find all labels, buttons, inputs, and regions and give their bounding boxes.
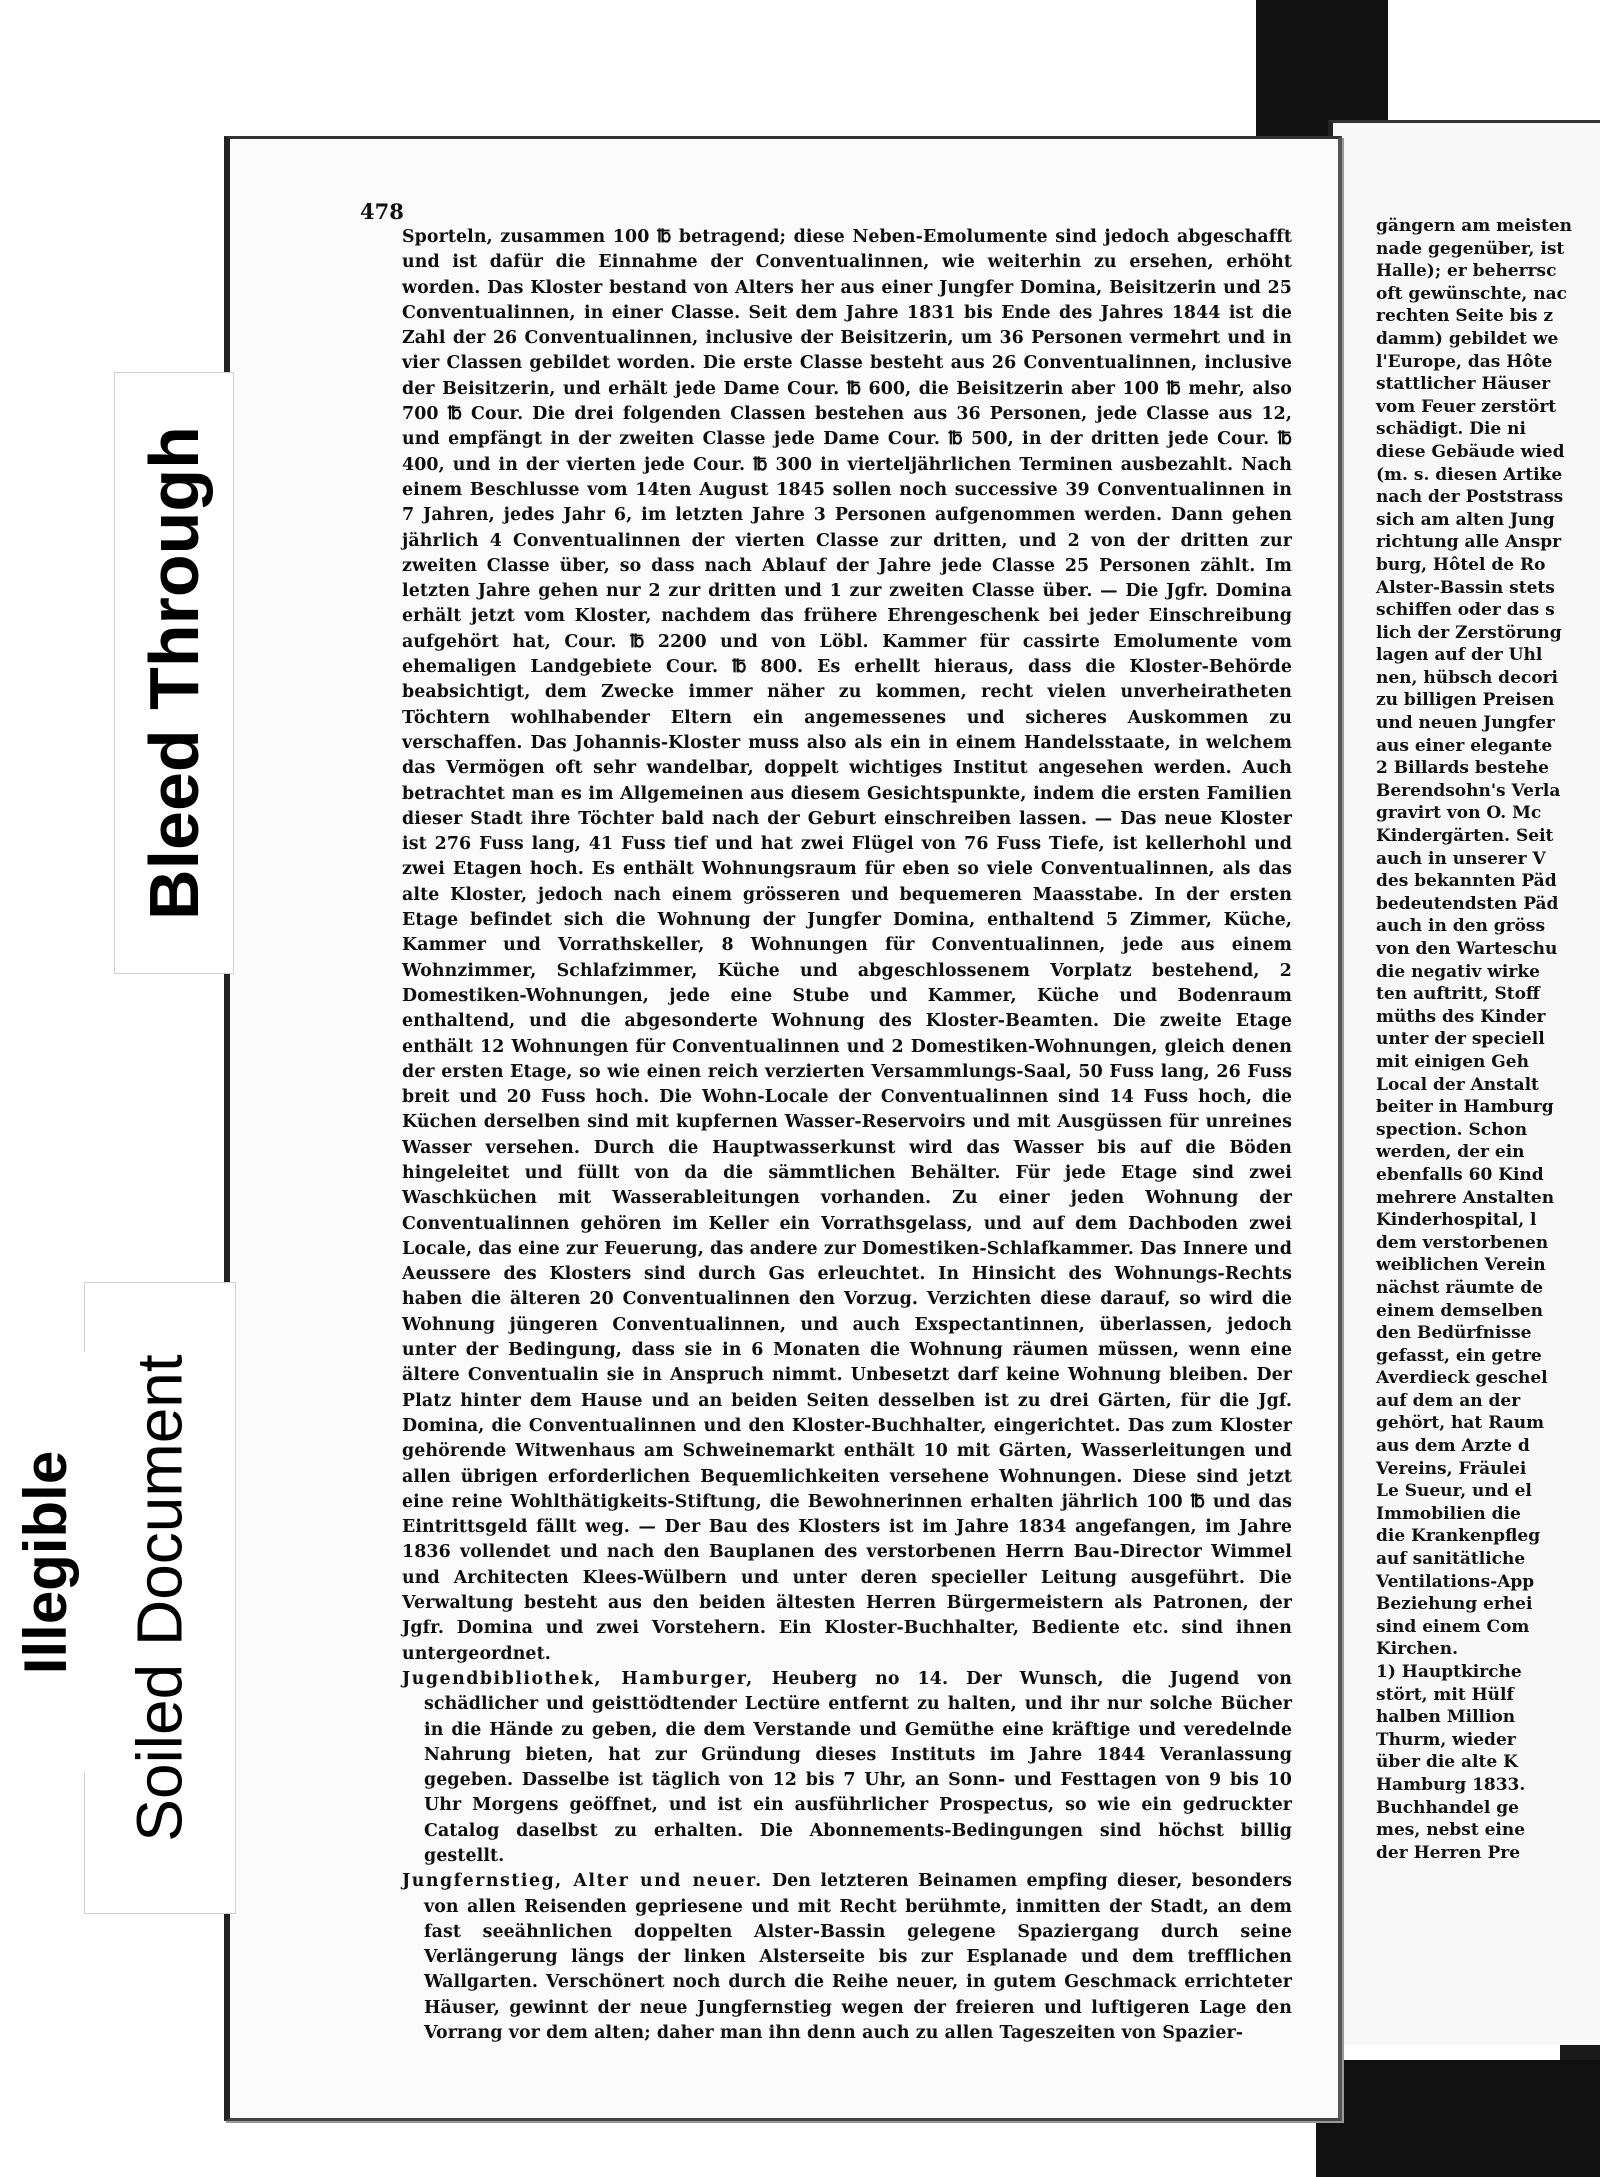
soiled-document-label: Soiled Document	[84, 1282, 236, 1914]
right-page-line: aus dem Arzte d	[1376, 1436, 1530, 1457]
right-page-line: Halle); er beherrsc	[1376, 261, 1557, 282]
right-page-line: gefasst, ein getre	[1376, 1345, 1542, 1366]
right-page-line: Kinderhospital, l	[1376, 1210, 1537, 1231]
right-page	[1328, 120, 1600, 2045]
right-page-line: des bekannten Päd	[1376, 871, 1557, 892]
right-page-line: mehrere Anstalten	[1376, 1187, 1555, 1208]
right-page-line: von den Warteschu	[1376, 939, 1558, 959]
entry-jugendbibliothek	[402, 1667, 1292, 1869]
right-page-line: lich der Zerstörung	[1376, 622, 1562, 643]
right-page-line: Averdieck geschel	[1376, 1368, 1548, 1389]
right-page-line: bedeutendsten Päd	[1376, 893, 1559, 914]
right-page-line: richtung alle Anspr	[1376, 532, 1562, 553]
right-page-line: mit einigen Geh	[1376, 1051, 1529, 1072]
right-page-line: vom Feuer zerstört	[1376, 396, 1557, 417]
right-page-line: rechten Seite bis z	[1376, 306, 1554, 327]
entry-text: Den letzteren Beinamen empfing dieser, besonders von allen Reisenden gepriesene und mit Recht berühmte, inmitten der Stadt, an dem fast seeähnlichen doppelten Alster-Bassin gelegene Spaziergang durch seine Verlängerung längs der linken Alsterseite bis zur Esplanade und dem trefflichen Wallgarten. Verschönert noch durch die Reihe neuer, in gutem Geschmack errichteter Häuser, gewinnt der neue Jungfernstieg wegen der freieren und luftigeren Lage den Vorrang vor dem alten; daher man ihn denn auch zu allen Tageszeiten von Spazier-	[424, 1871, 1293, 2044]
right-page-line: Immobilien die	[1376, 1503, 1521, 1524]
right-page-line: stattlicher Häuser	[1376, 374, 1551, 395]
right-page-line: lagen auf der Uhl	[1376, 645, 1543, 666]
right-page-line: auf dem an der	[1376, 1390, 1521, 1411]
left-page	[224, 136, 1342, 2121]
right-page-line: auf sanitätliche	[1376, 1549, 1526, 1570]
right-page-line: sind einem Com	[1376, 1616, 1530, 1637]
right-page-line: der Herren Pre	[1376, 1842, 1521, 1863]
entry-jungfernstieg	[402, 1869, 1292, 2046]
right-page-line: nen, hübsch decori	[1376, 667, 1558, 688]
right-page-line: mes, nebst eine	[1376, 1820, 1526, 1841]
right-page-line: damm) gebildet we	[1376, 328, 1559, 349]
right-page-line: 2 Billards bestehe	[1376, 758, 1549, 779]
right-page-line: Vereins, Fräulei	[1376, 1458, 1527, 1479]
right-page-line: (m. s. diesen Artike	[1376, 464, 1563, 485]
right-page-line: Alster-Bassin stets	[1376, 577, 1555, 598]
right-page-line: über die alte K	[1376, 1752, 1518, 1773]
right-page-line: aus einer elegante	[1376, 735, 1553, 756]
right-page-line: Ventilations-App	[1376, 1571, 1535, 1592]
right-page-line: nächst räumte de	[1376, 1277, 1544, 1298]
right-page-line: Local der Anstalt	[1376, 1074, 1539, 1095]
right-page-line: Kindergärten. Seit	[1376, 826, 1554, 847]
right-page-line: sich am alten Jung	[1376, 509, 1555, 530]
right-page-line: diese Gebäude wied	[1376, 441, 1565, 462]
right-page-line: Hamburg 1833.	[1376, 1774, 1526, 1795]
right-page-line: Beziehung erhei	[1376, 1594, 1533, 1615]
right-page-line: gehört, hat Raum	[1376, 1413, 1545, 1434]
entry-text: Heuberg no 14. Der Wunsch, die Jugend von schädlicher und geisttödtender Lectüre entfernt zu halten, und ihr nur solche Bücher in die Hände zu geben, die dem Verstande und Gemüthe eine kräftige und veredelnde Nahrung bieten, hat zur Gründung dieses Instituts im Jahre 1844 Veranlassung gegeben. Dasselbe ist täglich von 12 bis 7 Uhr, an Sonn- und Festtagen von 9 bis 10 Uhr Morgens geöffnet, und ist ein ausführlicher Prospectus, so wie ein gedruckter Catalog daselbst zu erhalten. Die Abonnements-Bedingungen sind höchst billig gestellt.	[424, 1668, 1293, 1866]
right-page-line: l'Europe, das Hôte	[1376, 351, 1553, 372]
right-page-line: 1) Hauptkirche	[1376, 1662, 1522, 1682]
right-page-line: halben Million	[1376, 1707, 1516, 1728]
right-page-line: nach der Poststrass	[1376, 487, 1564, 508]
right-page-line: die Krankenpfleg	[1376, 1526, 1541, 1547]
entry-heading: Jungfernstieg, Alter und neuer.	[402, 1871, 763, 1892]
right-page-line: auch in den gröss	[1376, 916, 1546, 937]
right-page-line: einem demselben	[1376, 1300, 1543, 1321]
scanner-edge-bottom	[1316, 2060, 1600, 2177]
right-page-line: beiter in Hamburg	[1376, 1097, 1554, 1118]
right-page-line: Berendsohn's Verla	[1376, 780, 1561, 801]
right-page-line: Thurm, wieder	[1376, 1729, 1516, 1750]
right-page-line: spection. Schon	[1376, 1119, 1528, 1140]
right-page-line: werden, der ein	[1376, 1142, 1525, 1163]
bleed-through-label: Bleed Through	[114, 372, 234, 974]
right-page-line: oft gewünschte, nac	[1376, 283, 1567, 304]
opening-paragraph: Sporteln, zusammen 100 ℔ betragend; diese Neben-Emolumente sind jedoch abgeschafft und ist dafür die Einnahme der Conventualinnen, wie weiterhin zu ersehen, erhöht worden. Das Kloster bestand von Alters her aus einer Jungfer Domina, Beisitzerin und 25 Conventualinnen, in einer Classe. Seit dem Jahre 1831 bis Ende des Jahres 1844 ist die Zahl der 26 Conventualinnen, inclusive der Beisitzerin, um 36 Personen vermehrt und in vier Classen gebildet worden. Die erste Classe besteht aus 26 Conventualinnen, inclusive der Beisitzerin, und erhält jede Dame Cour. ℔ 600, die Beisitzerin aber 100 ℔ mehr, also 700 ℔ Cour. Die drei folgenden Classen bestehen aus 36 Personen, jede Classe aus 12, und empfängt in der zweiten Classe jede Dame Cour. ℔ 500, in der dritten jede Cour. ℔ 400, und in der vierten jede Cour. ℔ 300 in vierteljährlichen Terminen ausbezahlt. Nach einem Beschlusse vom 14ten August 1845 sollen noch successive 39 Conventualinnen in 7 Jahren, jedes Jahr 6, im letzten Jahre 3 Personen aufgenommen werden. Dann gehen jährlich 4 Conventualinnen der vierten Classe zur dritten, und 2 von der dritten zur zweiten Classe über, so dass nach Ablauf der Jahre jede Classe 25 Personen zählt. Im letzten Jahre gehen nur 2 zur dritten und 1 zur zweiten Classe über. — Die Jgfr. Domina erhält jetzt vom Kloster, nachdem das frühere Ehrengeschenk bei jeder Einschreibung aufgehört hat, Cour. ℔ 2200 und von Löbl. Kammer für cassirte Emolumente vom ehemaligen Landgebiete Cour. ℔ 800. Es erhellt hieraus, dass die Kloster-Behörde beabsichtigt, dem Zwecke immer näher zu kommen, recht vielen unverheiratheten Töchtern wohlhabender Eltern ein angemessenes und sicheres Auskommen zu verschaffen. Das Johannis-Kloster muss also als ein in einem Handelsstaate, in welchem das Vermögen oft sehr wandelbar, doppelt wichtiges Institut angesehen werden. Auch betrachtet man es im Allgemeinen aus diesem Gesichtspunkte, indem die ersten Familien dieser Stadt ihre Töchter bald nach der Geburt einschreiben lassen. — Das neue Kloster ist 276 Fuss lang, 41 Fuss tief und hat zwei Flügel von 76 Fuss Tiefe, ist kellerhohl und zwei Etagen hoch. Es enthält Wohnungsraum für eben so viele Conventualinnen, als das alte Kloster, jedoch nach einem grösseren und bequemeren Maasstabe. In der ersten Etage befindet sich die Wohnung der Jungfer Domina, enthaltend 5 Zimmer, Küche, Kammer und Vorrathskeller, 8 Wohnungen für Conventualinnen, jede aus einem Wohnzimmer, Schlafzimmer, Küche und abgeschlossenem Vorplatz bestehend, 2 Domestiken-Wohnungen, jede eine Stube und Kammer, Küche und Bodenraum enthaltend, und die abgesonderte Wohnung des Kloster-Beamten. Die zweite Etage enthält 12 Wohnungen für Conventualinnen und 2 Domestiken-Wohnungen, gleich denen der ersten Etage, so wie einen reich verzierten Versammlungs-Saal, 50 Fuss lang, 26 Fuss breit und 20 Fuss hoch. Die Wohn-Locale der Conventualinnen sind 14 Fuss hoch, die Küchen derselben sind mit kupfernen Wasser-Reservoirs und mit Ausgüssen für unreines Wasser versehen. Durch die Hauptwasserkunst wird das Wasser bis auf die Böden hingeleitet und füllt von da die sämmtlichen Behälter. Für jede Etage sind zwei Waschküchen mit Wasserableitungen vorhanden. Zu einer jeden Wohnung der Conventualinnen gehören im Keller ein Vorrathsgelass, und auf dem Dachboden zwei Locale, das eine zur Feuerung, das andere zur Domestiken-Schlafkammer. Das Innere und Aeussere des Klosters sind durch Gas erleuchtet. In Hinsicht des Wohnungs-Rechts haben die älteren 20 Conventualinnen den Vorzug. Verzichten diese darauf, so wird die Wohnung jüngeren Conventualinnen, und auch Exspectantinnen, überlassen, jedoch unter der Bedingung, dass sie in 6 Monaten die Wohnung räumen müssen, wenn eine ältere Conventualin sie in Anspruch nimmt. Unbesetzt darf keine Wohnung bleiben. Der Platz hinter dem Hause und an beiden Seiten desselben ist zu drei Gärten, für die Jgf. Domina, die Conventualinnen und den Kloster-Buchhalter, eingerichtet. Das zum Kloster gehörende Witwenhaus am Schweinemarkt enthält 10 mit Gärten, Wasserleitungen und allen übrigen erforderlichen Bequemlichkeiten versehene Wohnungen. Diese sind jetzt eine reine Wohlthätigkeits-Stiftung, die Bewohnerinnen erhalten jährlich 100 ℔ und das Eintrittsgeld fällt weg. — Der Bau des Klosters ist im Jahre 1834 angefangen, im Jahre 1836 vollendet und nach den Bauplanen des verstorbenen Herrn Bau-Director Wimmel und Architecten Klees-Wülbern und unter deren specieller Leitung ausgeführt. Die Verwaltung besteht aus den beiden ältesten Herren Bürgermeistern als Patronen, der Jgfr. Domina und zwei Vorstehern. Ein Kloster-Buchhalter, Bediente etc. sind ihnen untergeordnet.	[402, 227, 1292, 1664]
right-page-line: schädigt. Die ni	[1376, 419, 1526, 440]
right-page-line: auch in unserer V	[1376, 848, 1546, 869]
entry-heading: Jugendbibliothek, Hamburger,	[402, 1668, 754, 1689]
right-page-line: müths des Kinder	[1376, 1006, 1546, 1027]
right-page-line: Kirchen.	[1376, 1639, 1458, 1660]
right-page-text	[1376, 215, 1600, 1864]
page-body	[402, 225, 1292, 2046]
right-page-line: gängern am meisten	[1376, 216, 1572, 236]
right-page-line: stört, mit Hülf	[1376, 1684, 1514, 1705]
right-page-line: die negativ wirke	[1376, 961, 1540, 982]
right-page-line: ten auftritt, Stoff	[1376, 984, 1540, 1005]
right-page-line: zu billigen Preisen	[1376, 690, 1555, 711]
right-page-line: unter der speciell	[1376, 1029, 1545, 1050]
right-page-line: Le Sueur, und el	[1376, 1481, 1532, 1502]
right-page-line: nade gegenüber, ist	[1376, 238, 1565, 259]
right-page-line: schiffen oder das s	[1376, 600, 1555, 621]
page-number: 478	[360, 199, 404, 224]
right-page-line: Buchhandel ge	[1376, 1797, 1519, 1818]
illegible-label: Illegible	[0, 1352, 92, 1772]
right-page-line: dem verstorbenen	[1376, 1232, 1549, 1253]
right-page-line: ebenfalls 60 Kind	[1376, 1164, 1544, 1185]
right-page-line: weiblichen Verein	[1376, 1255, 1546, 1276]
right-page-line: gravirt von O. Mc	[1376, 803, 1542, 824]
right-page-line: den Bedürfnisse	[1376, 1323, 1532, 1344]
right-page-line: burg, Hôtel de Ro	[1376, 554, 1546, 575]
right-page-line: und neuen Jungfer	[1376, 713, 1555, 734]
